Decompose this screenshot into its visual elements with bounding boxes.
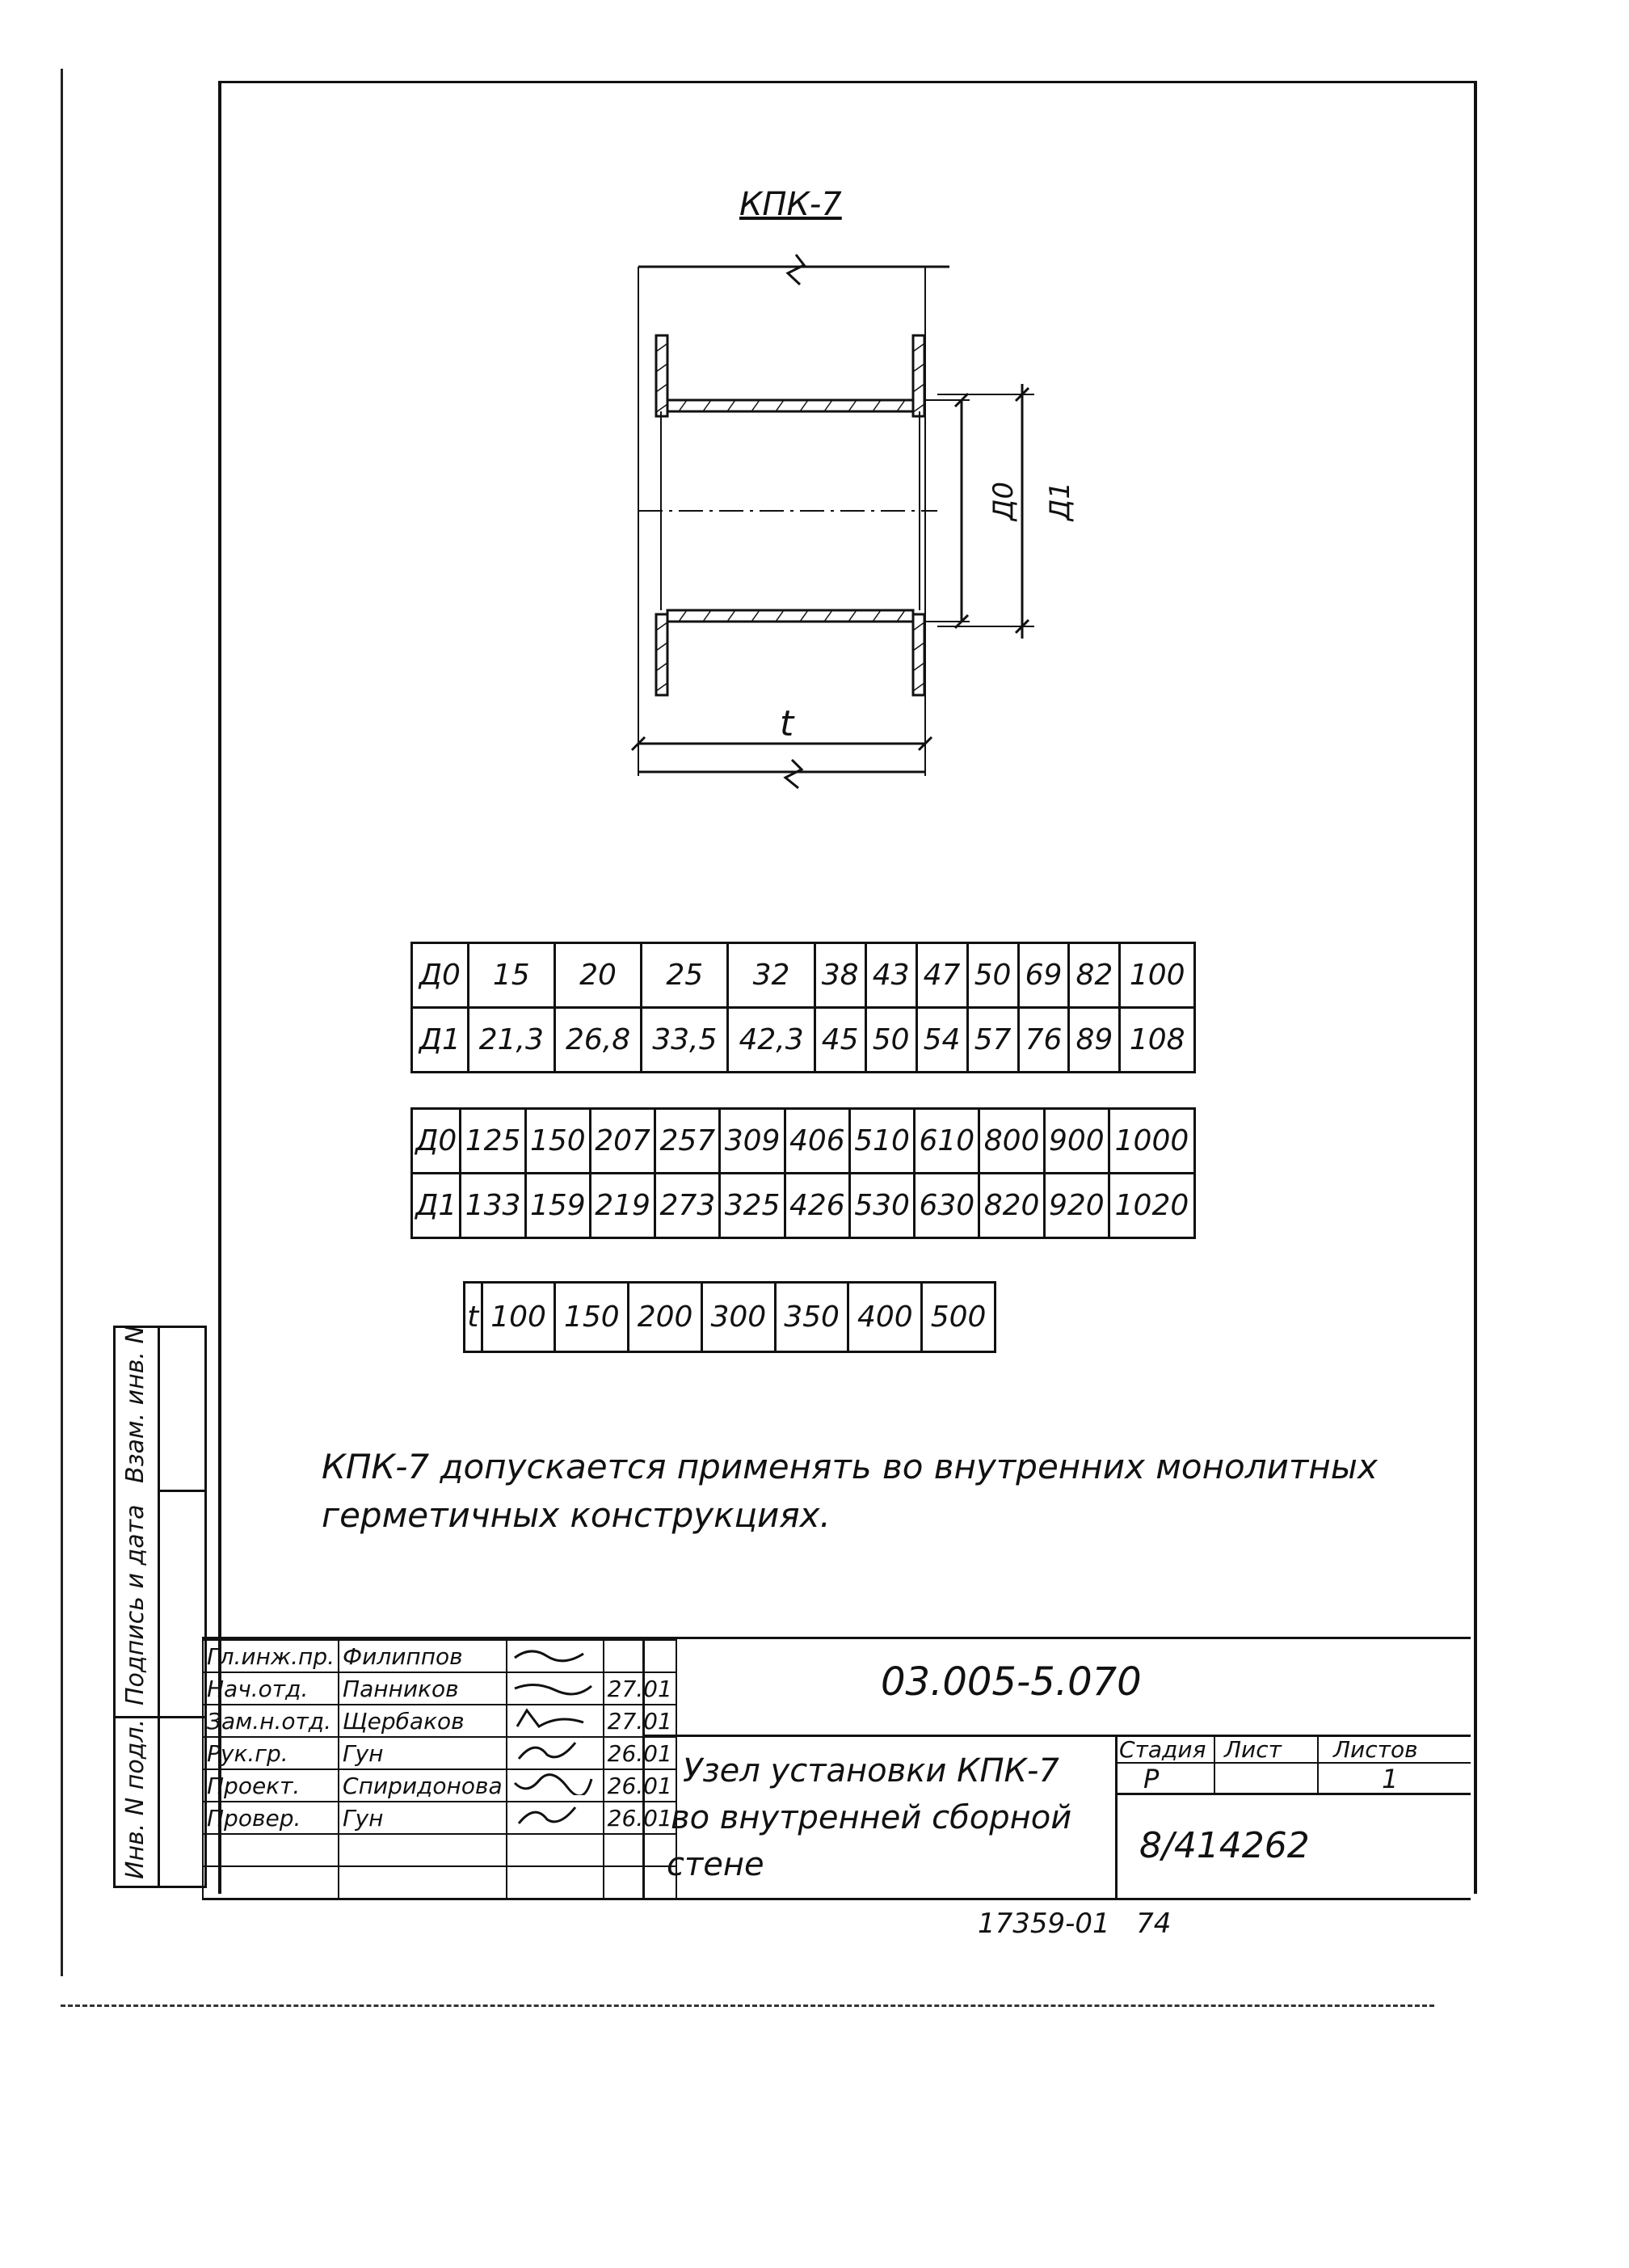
sign-date: 26.01 (604, 1802, 676, 1834)
side-label-inv: Инв. N подл. (121, 1718, 149, 1879)
table-cell: 42,3 (728, 1008, 814, 1073)
signer-name: Филиппов (339, 1640, 507, 1672)
dimension-table-1 (410, 942, 1196, 1073)
table-cell: 50 (865, 1008, 916, 1073)
table-cell: 32 (728, 943, 814, 1008)
table-cell: Д1 (412, 1174, 461, 1238)
sleeve-drawing (614, 242, 1067, 808)
signer-role: Нач.отд. (203, 1672, 339, 1705)
table-cell: 108 (1120, 1008, 1195, 1073)
table-cell: 610 (915, 1109, 979, 1174)
table-cell: 159 (525, 1174, 590, 1238)
signer-name: Щербаков (339, 1705, 507, 1737)
table-cell: 69 (1018, 943, 1069, 1008)
note-line-2: герметичных конструкциях. (322, 1495, 831, 1535)
table-cell: 100 (482, 1283, 555, 1352)
document-number: 03.005-5.070 (881, 1659, 1142, 1705)
table-cell: 406 (785, 1109, 849, 1174)
signer-name: Гун (339, 1802, 507, 1834)
side-label-podpis: Подпись и дата (121, 1504, 149, 1705)
title-line-1: Узел установки КПК-7 (683, 1752, 1059, 1790)
sign-date (604, 1640, 676, 1672)
bottom-border-line (61, 2005, 1434, 2007)
table-cell: 20 (554, 943, 641, 1008)
sheets-header: Листов (1333, 1736, 1418, 1763)
table-cell: 200 (629, 1283, 702, 1352)
table-cell: 54 (916, 1008, 967, 1073)
left-margin-line (61, 69, 63, 1976)
table-cell: Д0 (412, 1109, 461, 1174)
table-cell: 76 (1018, 1008, 1069, 1073)
table-cell: 309 (720, 1109, 785, 1174)
label-d1: Д1 (1044, 481, 1077, 521)
table-cell: 100 (1120, 943, 1195, 1008)
table-row (412, 1109, 1195, 1174)
table-cell: 510 (849, 1109, 914, 1174)
table-cell: Д1 (412, 1008, 469, 1073)
table-cell: 920 (1044, 1174, 1109, 1238)
table-cell: 47 (916, 943, 967, 1008)
signer-role: Провер. (203, 1802, 339, 1834)
title-line-2: во внутренней сборной (671, 1799, 1072, 1836)
table-cell: 150 (525, 1109, 590, 1174)
signatures-table (202, 1639, 677, 1899)
table-cell: 900 (1044, 1109, 1109, 1174)
table-cell: 15 (468, 943, 554, 1008)
table-cell: 43 (865, 943, 916, 1008)
title-block (202, 1637, 1471, 1900)
note-line-1: КПК-7 допускается применять во внутренних монолитных (322, 1447, 1378, 1486)
table-row (203, 1672, 676, 1705)
table-cell: 45 (814, 1008, 865, 1073)
signer-role: Гл.инж.пр. (203, 1640, 339, 1672)
sign-date: 26.01 (604, 1737, 676, 1769)
table-row (412, 1174, 1195, 1238)
label-t: t (780, 703, 794, 744)
table-row (203, 1640, 676, 1672)
table-cell: 350 (775, 1283, 848, 1352)
signer-name: Спиридонова (339, 1769, 507, 1802)
title-line-3: стене (667, 1846, 764, 1883)
sign-date: 26.01 (604, 1769, 676, 1802)
table-cell: 50 (967, 943, 1018, 1008)
table-row (203, 1834, 676, 1866)
sign-date: 27.01 (604, 1705, 676, 1737)
table-cell: 300 (701, 1283, 775, 1352)
table-cell: 82 (1069, 943, 1120, 1008)
table-row (203, 1705, 676, 1737)
table-cell: 400 (848, 1283, 922, 1352)
signer-role: Проект. (203, 1769, 339, 1802)
table-row (203, 1737, 676, 1769)
table-row (203, 1802, 676, 1834)
drawing-title: КПК-7 (739, 186, 842, 223)
sheet-header: Лист (1224, 1736, 1282, 1763)
table-cell: 38 (814, 943, 865, 1008)
sheets-value: 1 (1382, 1764, 1399, 1794)
table-row (412, 943, 1195, 1008)
table-cell: 207 (590, 1109, 655, 1174)
table-cell: 325 (720, 1174, 785, 1238)
signer-name: Гун (339, 1737, 507, 1769)
table-row (465, 1283, 996, 1352)
signer-role: Зам.н.отд. (203, 1705, 339, 1737)
signature-cell (507, 1802, 604, 1834)
table-cell: 21,3 (468, 1008, 554, 1073)
table-cell: 530 (849, 1174, 914, 1238)
table-cell: 500 (922, 1283, 996, 1352)
table-cell: 133 (461, 1174, 525, 1238)
signature-cell (507, 1705, 604, 1737)
table-cell: 1020 (1109, 1174, 1194, 1238)
label-d0: Д0 (987, 481, 1021, 521)
signature-cell (507, 1769, 604, 1802)
sign-date: 27.01 (604, 1672, 676, 1705)
table-row (203, 1769, 676, 1802)
stage-value: Р (1143, 1764, 1160, 1794)
table-cell: 150 (555, 1283, 629, 1352)
table-cell: 820 (979, 1174, 1044, 1238)
table-cell: 25 (642, 943, 728, 1008)
thickness-table (463, 1281, 996, 1353)
table-cell: Д0 (412, 943, 469, 1008)
table-cell: 89 (1069, 1008, 1120, 1073)
table-cell: 26,8 (554, 1008, 641, 1073)
table-cell: 125 (461, 1109, 525, 1174)
side-label-vzam: Взам. инв. N (121, 1326, 149, 1483)
footer-code: 17359-01 74 (978, 1908, 1172, 1940)
table-cell: 57 (967, 1008, 1018, 1073)
table-cell: 1000 (1109, 1109, 1194, 1174)
signature-cell (507, 1672, 604, 1705)
table-cell: 800 (979, 1109, 1044, 1174)
table-cell: 257 (655, 1109, 720, 1174)
table-cell: 630 (915, 1174, 979, 1238)
signer-role: Рук.гр. (203, 1737, 339, 1769)
table-cell: 426 (785, 1174, 849, 1238)
signer-name: Панников (339, 1672, 507, 1705)
table-cell: 273 (655, 1174, 720, 1238)
table-row (412, 1008, 1195, 1073)
dimension-table-2 (410, 1107, 1196, 1239)
org-code: 8/414262 (1139, 1825, 1310, 1866)
stage-header: Стадия (1119, 1736, 1206, 1763)
table-cell: 33,5 (642, 1008, 728, 1073)
signature-cell (507, 1737, 604, 1769)
table-row (203, 1866, 676, 1899)
table-cell: 219 (590, 1174, 655, 1238)
table-cell: t (465, 1283, 482, 1352)
signature-cell (507, 1640, 604, 1672)
